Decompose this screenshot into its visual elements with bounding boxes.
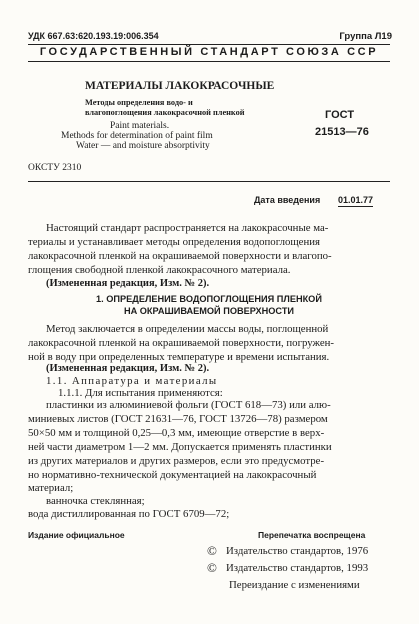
bath-item: ванночка стеклянная; [46,495,145,507]
intro-date-value: 01.01.77 [338,195,374,205]
intro-line: глощения свободной пленкой лакокрасочного материала. [28,264,291,276]
plates-line: ней части диаметром 1—2 мм. Допускается применять пластинки [28,441,332,453]
subsection-1-1-heading: 1.1. Аппаратура и материалы [46,375,218,387]
group-code: Группа Л19 [339,31,392,42]
document-subtitle-line1: Методы определения водо- и [85,98,193,107]
plates-line: пластинки из алюминиевой фольги (ГОСТ 618—73) или алю- [46,399,331,411]
intro-edition-note: (Измененная редакция, Изм. № 2). [46,278,210,289]
intro-line: Настоящий стандарт распространяется на лакокрасочные ма- [46,222,329,234]
intro-line: териалы и устанавливает методы определения водопоглощения [28,236,320,248]
title-block-rule [28,181,390,182]
section-1-line: лакокрасочной пленкой на окрашиваемой поверхности, погружен- [28,337,334,349]
section-1-edition-note: (Измененная редакция, Изм. № 2). [46,363,210,374]
header-rule-top [28,44,390,45]
plates-line: из других материалов и других размеров, если это предусмотре- [28,455,325,467]
copyright-icon: © [207,543,217,558]
gost-number: 21513—76 [315,126,369,138]
gost-label: ГОСТ [325,109,355,121]
section-1-heading-line2: НА ОКРАШИВАЕМОЙ ПОВЕРХНОСТИ [123,306,295,316]
english-title-line1: Paint materials. [110,121,170,131]
document-subtitle-line2: влагопоглощения лакокрасочной пленкой [85,108,245,117]
water-item: вода дистиллированная по ГОСТ 6709—72; [28,508,230,520]
section-1-line: ной в воду при определенных температуре и времени испытания. [28,351,330,363]
official-edition-label: Издание официальное [28,530,125,540]
section-1-line: Метод заключается в определении массы воды, поглощенной [46,323,329,335]
english-title-line3: Water — and moisture absorptivity [76,141,210,151]
copyright-1993: Издательство стандартов, 1993 [226,562,369,574]
header-rule-bottom [28,61,390,62]
section-1-heading-line1: 1. ОПРЕДЕЛЕНИЕ ВОДОПОГЛОЩЕНИЯ ПЛЕНКОЙ [96,294,322,304]
copyright-1976: Издательство стандартов, 1976 [226,545,369,557]
standard-banner: ГОСУДАРСТВЕННЫЙ СТАНДАРТ СОЮЗА ССР [39,46,379,58]
reprint-prohibited-label: Перепечатка воспрещена [258,530,366,540]
plates-line: но нормативно-технической документацией на лакокрасочный [28,469,317,481]
copyright-icon: © [207,560,217,575]
reissue-note: Переиздание с изменениями [229,579,360,591]
intro-date-label: Дата введения [254,195,321,205]
plates-line: материал; [28,482,74,494]
intro-line: лакокрасочной пленкой на окрашиваемой поверхности и влагопо- [28,250,332,262]
subsection-1-1-1: 1.1.1. Для испытания применяются: [58,387,223,399]
english-title-line2: Methods for determination of paint film [61,131,213,141]
plates-line: 50×50 мм и толщиной 0,25—0,3 мм, имеющие отверстие в верх- [28,427,325,439]
document-title: МАТЕРИАЛЫ ЛАКОКРАСОЧНЫЕ [85,80,275,92]
okstu-code: ОКСТУ 2310 [28,163,82,173]
udk-code: УДК 667.63:620.193.19:006.354 [28,31,159,41]
plates-line: миниевых листов (ГОСТ 21631—76, ГОСТ 13726—78) размером [28,413,328,425]
